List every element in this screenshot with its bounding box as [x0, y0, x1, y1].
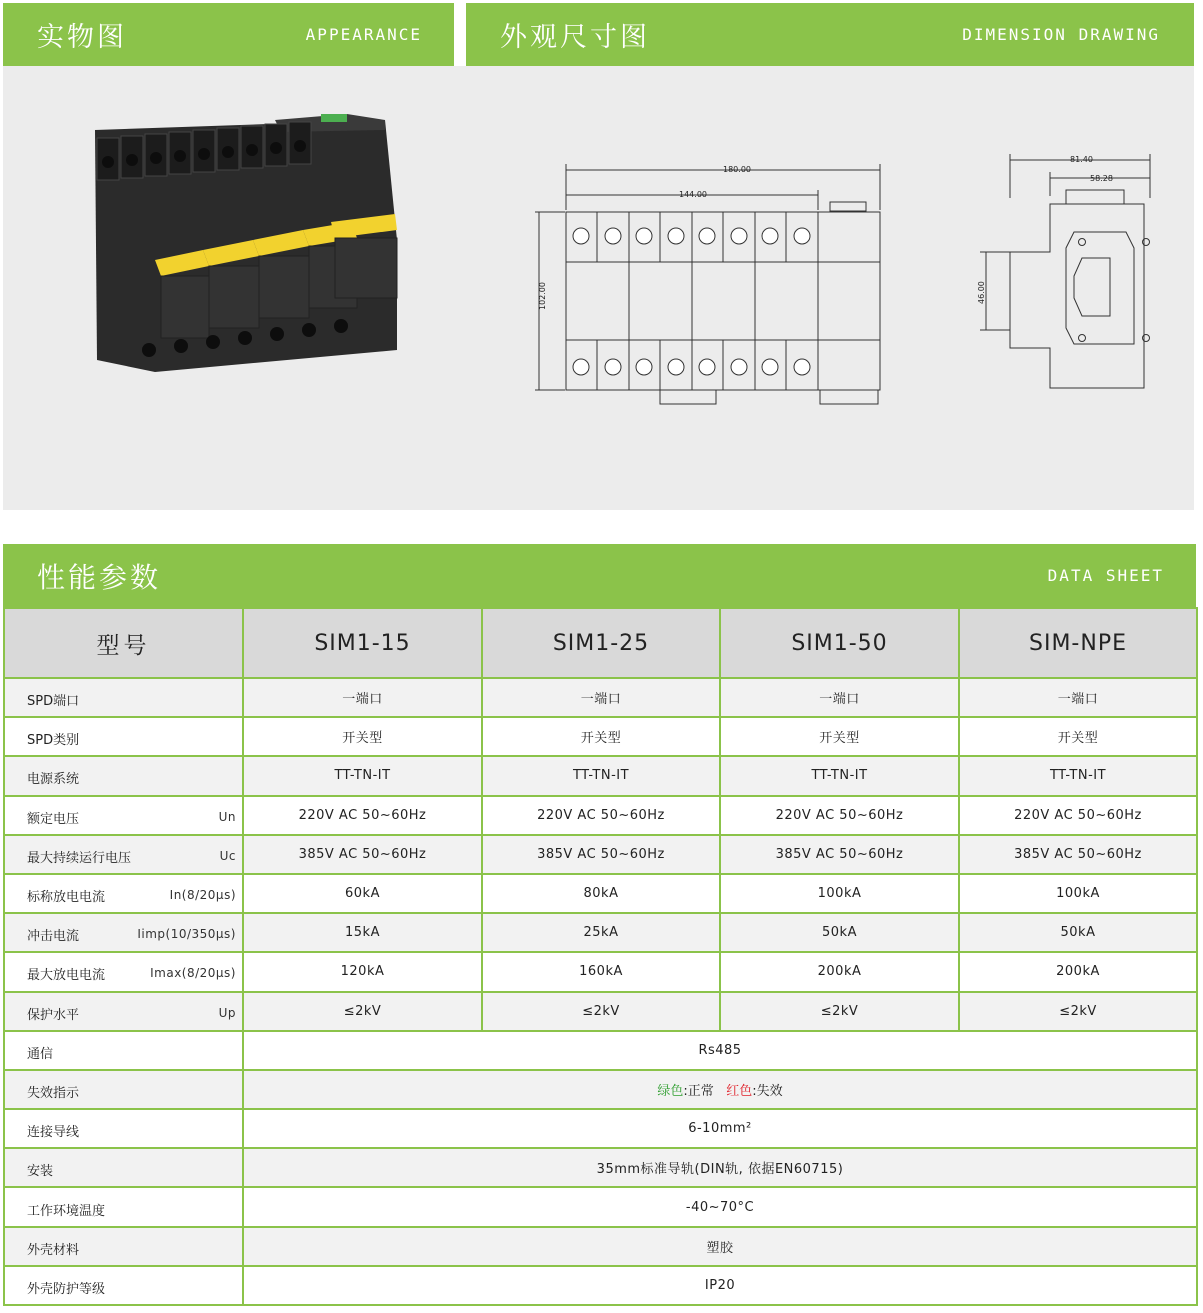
value-cell: 50kA: [959, 913, 1197, 952]
value-cell: 200kA: [959, 952, 1197, 991]
row-label: 安装: [27, 1164, 54, 1180]
table-row: [4, 756, 1197, 795]
green-status-label: 绿色: [657, 1083, 684, 1099]
row-label-cell: [4, 1148, 243, 1187]
row-label-cell: [4, 913, 243, 952]
table-header-row: [4, 608, 1197, 678]
table-row: [4, 952, 1197, 991]
appearance-title-en: APPEARANCE: [305, 25, 422, 44]
table-row: [4, 678, 1197, 717]
row-label: 通信: [27, 1046, 54, 1062]
shared-value-cell: 35mm标准导轨(DIN轨, 依据EN60715): [243, 1148, 1197, 1187]
red-status-label: 红色: [726, 1083, 753, 1099]
row-label: SPD端口: [27, 694, 80, 710]
value-cell: 开关型: [720, 717, 959, 756]
value-cell: 100kA: [959, 874, 1197, 913]
row-symbol: Iimp(10/350μs): [137, 927, 236, 942]
shared-value-cell: Rs485: [243, 1031, 1197, 1070]
row-label-cell: [4, 678, 243, 717]
value-cell: 开关型: [959, 717, 1197, 756]
row-label: 连接导线: [27, 1125, 80, 1141]
row-label-cell: [4, 1070, 243, 1109]
value-cell: 385V AC 50~60Hz: [959, 835, 1197, 874]
product-photo: [85, 110, 405, 380]
dim-width-inner: 144.00: [679, 190, 707, 199]
shared-value-cell: 6-10mm²: [243, 1109, 1197, 1148]
model-header-label: 型号: [4, 608, 243, 678]
model-header: SIM1-25: [482, 608, 720, 678]
table-row: [4, 992, 1197, 1031]
dimension-header-bar: [466, 3, 1194, 66]
row-label: 工作环境温度: [27, 1203, 106, 1219]
row-label: 外壳材料: [27, 1242, 80, 1258]
value-cell: 220V AC 50~60Hz: [720, 796, 959, 835]
value-cell: ≤2kV: [243, 992, 482, 1031]
value-cell: 120kA: [243, 952, 482, 991]
row-label-cell: [4, 952, 243, 991]
row-label-cell: [4, 1187, 243, 1226]
value-cell: TT-TN-IT: [482, 756, 720, 795]
value-cell: TT-TN-IT: [720, 756, 959, 795]
value-cell: 200kA: [720, 952, 959, 991]
row-label: 冲击电流: [27, 929, 80, 945]
green-status-text: :正常: [683, 1083, 714, 1099]
row-label-cell: [4, 1266, 243, 1305]
row-label: 失效指示: [27, 1085, 80, 1101]
appearance-title-cn: 实物图: [37, 22, 127, 53]
row-label-cell: [4, 1109, 243, 1148]
row-label: 外壳防护等级: [27, 1281, 106, 1297]
value-cell: 一端口: [959, 678, 1197, 717]
table-row: [4, 1227, 1197, 1266]
value-cell: 160kA: [482, 952, 720, 991]
row-label: 标称放电电流: [27, 890, 106, 906]
spec-table: [3, 607, 1198, 1306]
value-cell: 一端口: [243, 678, 482, 717]
model-header: SIM1-15: [243, 608, 482, 678]
dim-depth-inner: 58.28: [1090, 174, 1113, 183]
row-label: 电源系统: [27, 772, 80, 788]
appearance-header-bar: [3, 3, 454, 66]
dim-height: 102.00: [538, 282, 547, 310]
table-row: [4, 796, 1197, 835]
dimension-title-en: DIMENSION DRAWING: [962, 25, 1160, 44]
row-symbol: Up: [218, 1005, 236, 1020]
table-row: [4, 1031, 1197, 1070]
shared-value-cell: IP20: [243, 1266, 1197, 1305]
row-label: 额定电压: [27, 811, 80, 827]
table-row: [4, 1266, 1197, 1305]
table-row: [4, 1187, 1197, 1226]
row-label-cell: [4, 835, 243, 874]
value-cell: 一端口: [720, 678, 959, 717]
front-dimension-drawing: [525, 150, 895, 410]
row-label-cell: [4, 874, 243, 913]
dimension-title-cn: 外观尺寸图: [500, 22, 650, 53]
value-cell: 一端口: [482, 678, 720, 717]
failure-indicator-cell: [243, 1070, 1197, 1109]
table-row: [4, 717, 1197, 756]
value-cell: 220V AC 50~60Hz: [482, 796, 720, 835]
value-cell: 100kA: [720, 874, 959, 913]
side-dimension-drawing: [970, 148, 1160, 403]
value-cell: ≤2kV: [720, 992, 959, 1031]
dim-width-total: 180.00: [723, 165, 751, 174]
row-label: 保护水平: [27, 1007, 80, 1023]
value-cell: 220V AC 50~60Hz: [959, 796, 1197, 835]
value-cell: 开关型: [243, 717, 482, 756]
shared-value-cell: 塑胶: [243, 1227, 1197, 1266]
row-symbol: In(8/20μs): [169, 888, 236, 903]
value-cell: 220V AC 50~60Hz: [243, 796, 482, 835]
value-cell: 60kA: [243, 874, 482, 913]
value-cell: ≤2kV: [959, 992, 1197, 1031]
row-label-cell: [4, 796, 243, 835]
row-symbol: Un: [218, 809, 236, 824]
row-label: SPD类别: [27, 733, 80, 749]
model-header: SIM-NPE: [959, 608, 1197, 678]
value-cell: TT-TN-IT: [243, 756, 482, 795]
datasheet-title-cn: 性能参数: [37, 560, 162, 594]
row-label: 最大放电电流: [27, 968, 106, 984]
table-row: [4, 913, 1197, 952]
datasheet-header-bar: [3, 544, 1196, 607]
row-label-cell: [4, 1031, 243, 1070]
row-label-cell: [4, 756, 243, 795]
red-status-text: :失效: [752, 1083, 783, 1099]
table-row: [4, 1109, 1197, 1148]
table-row: [4, 1070, 1197, 1109]
model-header: SIM1-50: [720, 608, 959, 678]
value-cell: TT-TN-IT: [959, 756, 1197, 795]
row-symbol: Uc: [219, 848, 236, 863]
table-row: [4, 874, 1197, 913]
row-label-cell: [4, 992, 243, 1031]
table-row: [4, 835, 1197, 874]
value-cell: ≤2kV: [482, 992, 720, 1031]
value-cell: 80kA: [482, 874, 720, 913]
row-label-cell: [4, 717, 243, 756]
value-cell: 385V AC 50~60Hz: [243, 835, 482, 874]
datasheet-title-en: DATA SHEET: [1047, 566, 1164, 585]
value-cell: 385V AC 50~60Hz: [482, 835, 720, 874]
value-cell: 25kA: [482, 913, 720, 952]
value-cell: 15kA: [243, 913, 482, 952]
shared-value-cell: -40~70°C: [243, 1187, 1197, 1226]
value-cell: 385V AC 50~60Hz: [720, 835, 959, 874]
dim-depth-total: 81.40: [1070, 155, 1093, 164]
row-symbol: Imax(8/20μs): [150, 966, 236, 981]
row-label-cell: [4, 1227, 243, 1266]
value-cell: 50kA: [720, 913, 959, 952]
row-label: 最大持续运行电压: [27, 850, 132, 866]
dim-rail: 46.00: [977, 281, 986, 304]
table-row: [4, 1148, 1197, 1187]
value-cell: 开关型: [482, 717, 720, 756]
